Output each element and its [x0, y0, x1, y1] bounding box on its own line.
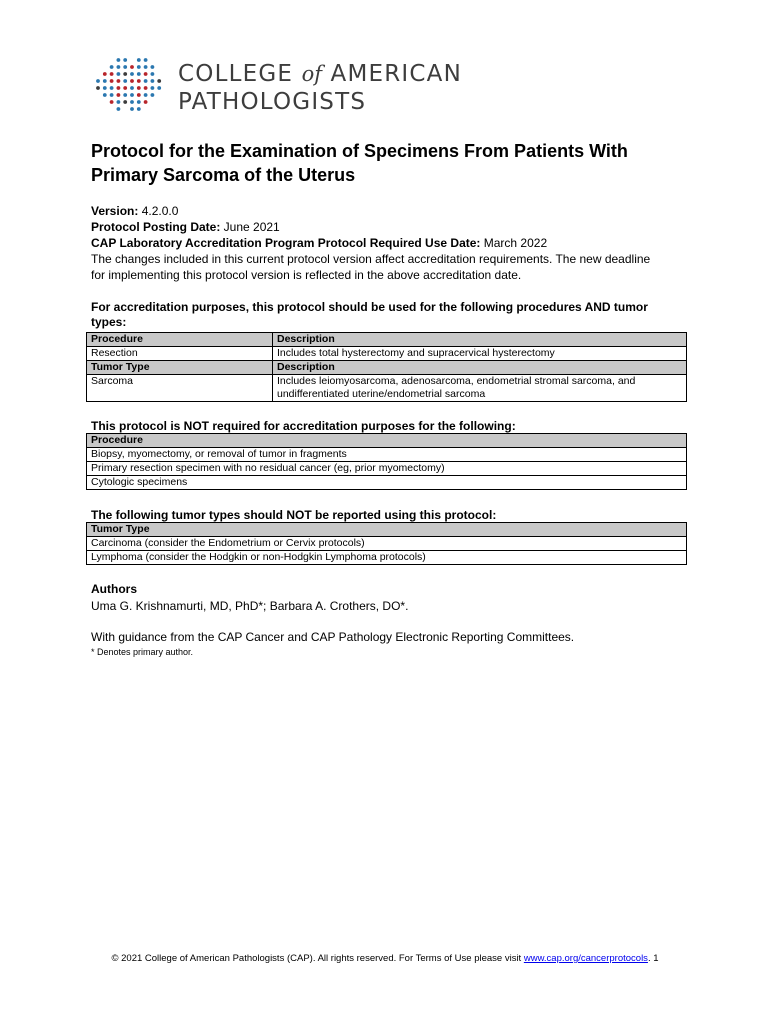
table-cell: Procedure	[87, 434, 687, 448]
table-cell: Resection	[87, 347, 273, 361]
logo-dot	[144, 58, 148, 62]
table-row	[87, 537, 687, 551]
logo-dot	[130, 72, 134, 76]
table-cell: Sarcoma	[87, 375, 273, 402]
table-cell: Includes leiomyosarcoma, adenosarcoma, endometrial stromal sarcoma, and undifferentiated uterine/endometrial sarcoma	[273, 375, 687, 402]
logo-dot	[130, 100, 134, 104]
logo-dot	[151, 72, 155, 76]
primary-author-note: * Denotes primary author.	[91, 647, 194, 657]
document-title: Protocol for the Examination of Specimens From Patients With Primary Sarcoma of the Uterus	[91, 141, 628, 185]
logo-dot	[96, 79, 100, 83]
logo-dot	[130, 107, 134, 111]
logo-dot	[110, 93, 114, 97]
logo-dot	[123, 93, 127, 97]
logo-dot	[117, 72, 121, 76]
dot-grid-logo-icon	[94, 56, 164, 114]
table-cell: Tumor Type	[87, 361, 273, 375]
logo-dot	[117, 100, 121, 104]
logo-dot	[137, 58, 141, 62]
table-row	[87, 375, 687, 402]
logo-dot	[123, 65, 127, 69]
logo-dot	[110, 100, 114, 104]
logo-line-2: PATHOLOGISTS	[178, 89, 367, 115]
logo-dot	[117, 65, 121, 69]
guidance-note: With guidance from the CAP Cancer and CAP Pathology Electronic Reporting Committees.	[91, 630, 575, 644]
table-header-row	[87, 523, 687, 537]
table-cell: Description	[273, 333, 687, 347]
logo-dot	[144, 65, 148, 69]
logo-dot	[123, 72, 127, 76]
logo-dot	[96, 86, 100, 90]
table-cell: Carcinoma (consider the Endometrium or Cervix protocols)	[87, 537, 687, 551]
protocol-metadata	[91, 203, 691, 283]
logo-dot	[144, 72, 148, 76]
logo-dot	[137, 72, 141, 76]
logo-dot	[137, 100, 141, 104]
section-1-heading: For accreditation purposes, this protocol should be used for the following procedures AND tumor types:	[91, 300, 648, 329]
table-row	[87, 462, 687, 476]
table-cell: Primary resection specimen with no residual cancer (eg, prior myomectomy)	[87, 462, 687, 476]
changes-note-1: The changes included in this current protocol version affect accreditation requirements. The new deadline	[91, 252, 651, 266]
table-header-row	[87, 333, 687, 347]
logo-dot	[103, 72, 107, 76]
table-cell: Includes total hysterectomy and supracervical hysterectomy	[273, 347, 687, 361]
logo-wordmark	[178, 60, 462, 116]
logo-dot	[130, 65, 134, 69]
logo-dot	[117, 107, 121, 111]
logo-dot	[157, 79, 161, 83]
logo-dot	[137, 79, 141, 83]
logo-dot	[110, 65, 114, 69]
required-use-date-line: CAP Laboratory Accreditation Program Protocol Required Use Date: March 2022	[91, 236, 548, 250]
logo-dot	[137, 65, 141, 69]
page-footer	[0, 953, 770, 964]
logo-dot	[103, 86, 107, 90]
table-cell: Lymphoma (consider the Hodgkin or non-Hodgkin Lymphoma protocols)	[87, 551, 687, 565]
logo-dot	[130, 79, 134, 83]
logo-dot	[123, 58, 127, 62]
logo-dot	[123, 86, 127, 90]
logo-dot	[117, 58, 121, 62]
table-cell: Description	[273, 361, 687, 375]
logo-dot	[144, 100, 148, 104]
table-cell: Procedure	[87, 333, 273, 347]
logo-dot	[130, 86, 134, 90]
logo-dot	[151, 65, 155, 69]
table-row	[87, 448, 687, 462]
logo-dot	[151, 79, 155, 83]
logo-dot	[103, 93, 107, 97]
logo-dot	[137, 107, 141, 111]
table-header-row	[87, 434, 687, 448]
cancer-protocols-link[interactable]: www.cap.org/cancerprotocols	[523, 953, 648, 964]
logo-dot	[151, 93, 155, 97]
logo-dot	[117, 79, 121, 83]
section-3-heading: The following tumor types should NOT be reported using this protocol:	[91, 508, 497, 522]
author-names: Uma G. Krishnamurti, MD, PhD*; Barbara A. Crothers, DO*.	[91, 599, 409, 613]
procedures-table	[86, 332, 687, 402]
version-line: Version: 4.2.0.0	[91, 204, 179, 218]
logo-dot	[151, 86, 155, 90]
section-2-heading: This protocol is NOT required for accreditation purposes for the following:	[91, 419, 516, 433]
table-cell: Tumor Type	[87, 523, 687, 537]
table-row	[87, 347, 687, 361]
table-header-row	[87, 361, 687, 375]
table-row	[87, 551, 687, 565]
table-row	[87, 476, 687, 490]
logo-dot	[144, 86, 148, 90]
logo-dot	[110, 72, 114, 76]
logo-dot	[123, 100, 127, 104]
logo-dot	[110, 86, 114, 90]
authors-heading: Authors	[91, 582, 137, 596]
posting-date-line: Protocol Posting Date: June 2021	[91, 220, 280, 234]
cap-logo	[94, 52, 494, 116]
logo-dot	[117, 86, 121, 90]
excluded-tumor-table	[86, 522, 687, 565]
logo-dot	[123, 79, 127, 83]
changes-note-2: for implementing this protocol version is reflected in the above accreditation date.	[91, 268, 522, 282]
logo-dot	[117, 93, 121, 97]
logo-dot	[110, 79, 114, 83]
table-cell: Biopsy, myomectomy, or removal of tumor in fragments	[87, 448, 687, 462]
page-number: . 1	[647, 953, 659, 964]
logo-line-1: COLLEGE of AMERICAN	[178, 61, 462, 87]
logo-dot	[144, 79, 148, 83]
logo-dot	[137, 86, 141, 90]
logo-dot	[137, 93, 141, 97]
logo-dot	[144, 93, 148, 97]
table-cell: Cytologic specimens	[87, 476, 687, 490]
logo-dot	[103, 79, 107, 83]
copyright-text: © 2021 College of American Pathologists (CAP). All rights reserved. For Terms of Use please visit	[111, 953, 524, 964]
not-required-table	[86, 433, 687, 490]
logo-dot	[157, 86, 161, 90]
logo-dot	[130, 93, 134, 97]
